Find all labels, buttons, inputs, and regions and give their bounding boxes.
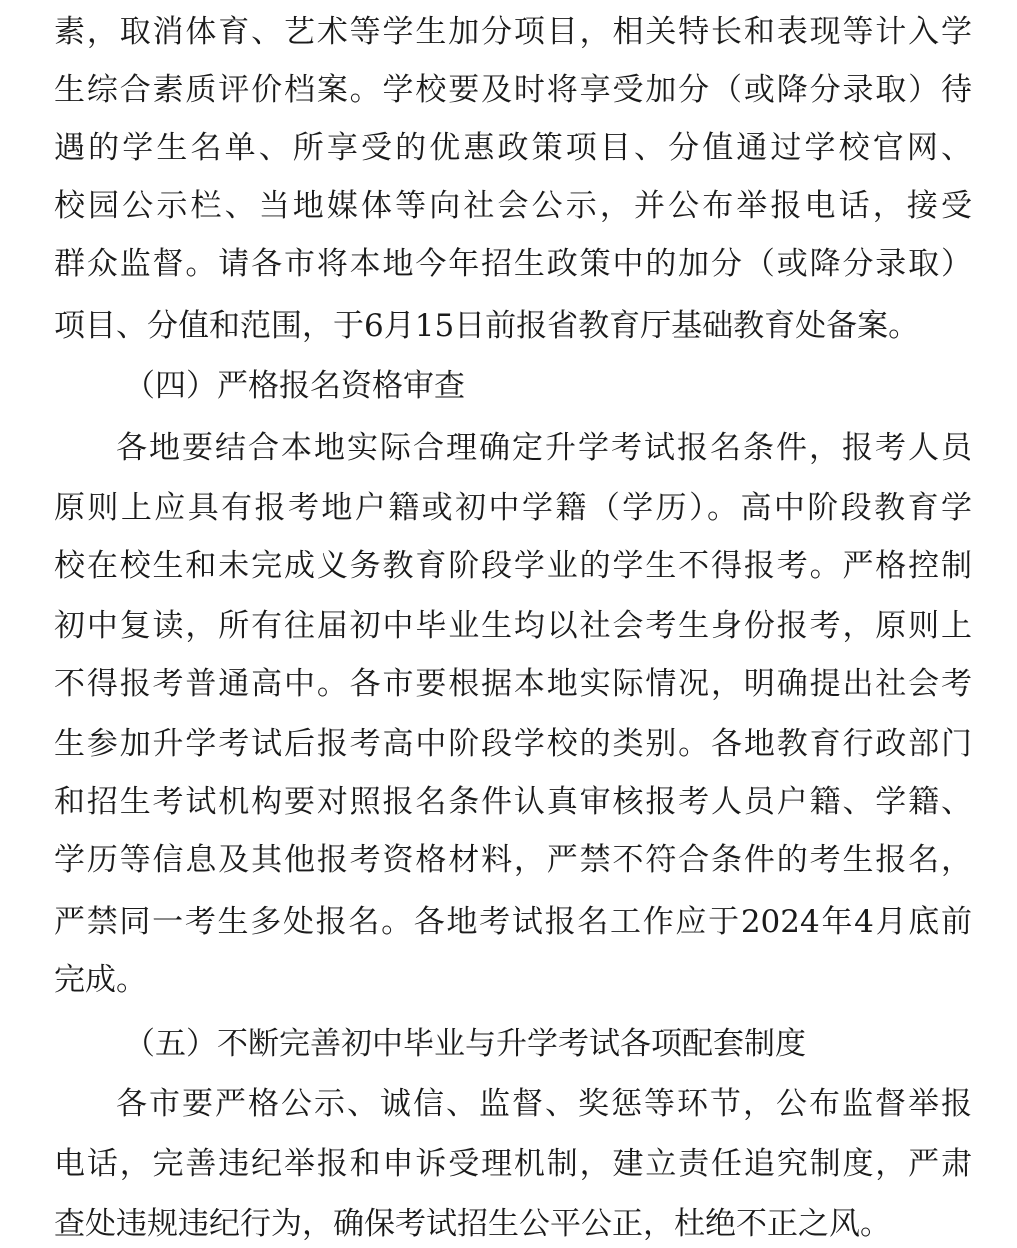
paragraph-line: 校园公示栏、当地媒体等向社会公示，并公布举报电话，接受 [54,188,972,224]
paragraph-line: 不得报考普通高中。各市要根据本地实际情况，明确提出社会考 [54,666,972,702]
section-heading: （四）严格报名资格审查 [124,368,465,404]
paragraph-line: 初中复读，所有往届初中毕业生均以社会考生身份报考，原则上 [54,608,972,644]
paragraph-line: 群众监督。请各市将本地今年招生政策中的加分（或降分录取） [54,246,972,282]
paragraph-line: 生参加升学考试后报考高中阶段学校的类别。各地教育行政部门 [54,726,972,762]
paragraph-line: 和招生考试机构要对照报名条件认真审核报考人员户籍、学籍、 [54,784,972,820]
paragraph-line: 校在校生和未完成义务教育阶段学业的学生不得报考。严格控制 [54,548,972,584]
paragraph-line: 生综合素质评价档案。学校要及时将享受加分（或降分录取）待 [54,72,972,108]
paragraph-line: 各市要严格公示、诚信、监督、奖惩等环节，公布监督举报 [116,1086,972,1122]
paragraph-line: 学历等信息及其他报考资格材料，严禁不符合条件的考生报名， [54,842,972,878]
paragraph-line: 遇的学生名单、所享受的优惠政策项目、分值通过学校官网、 [54,130,972,166]
paragraph-line: 原则上应具有报考地户籍或初中学籍（学历）。高中阶段教育学 [54,490,972,526]
paragraph-line: 素，取消体育、艺术等学生加分项目，相关特长和表现等计入学 [54,14,972,50]
paragraph-line: 电话，完善违纪举报和申诉受理机制，建立责任追究制度，严肃 [54,1146,972,1182]
paragraph-line: 项目、分值和范围，于6月15日前报省教育厅基础教育处备案。 [54,308,920,344]
paragraph-line: 完成。 [54,962,147,998]
paragraph-line: 查处违规违纪行为，确保考试招生公平公正，杜绝不正之风。 [54,1206,891,1242]
paragraph-line: 严禁同一考生多处报名。各地考试报名工作应于2024年4月底前 [54,904,972,940]
paragraph-line: 各地要结合本地实际合理确定升学考试报名条件，报考人员 [116,430,972,466]
section-heading: （五）不断完善初中毕业与升学考试各项配套制度 [124,1026,806,1062]
